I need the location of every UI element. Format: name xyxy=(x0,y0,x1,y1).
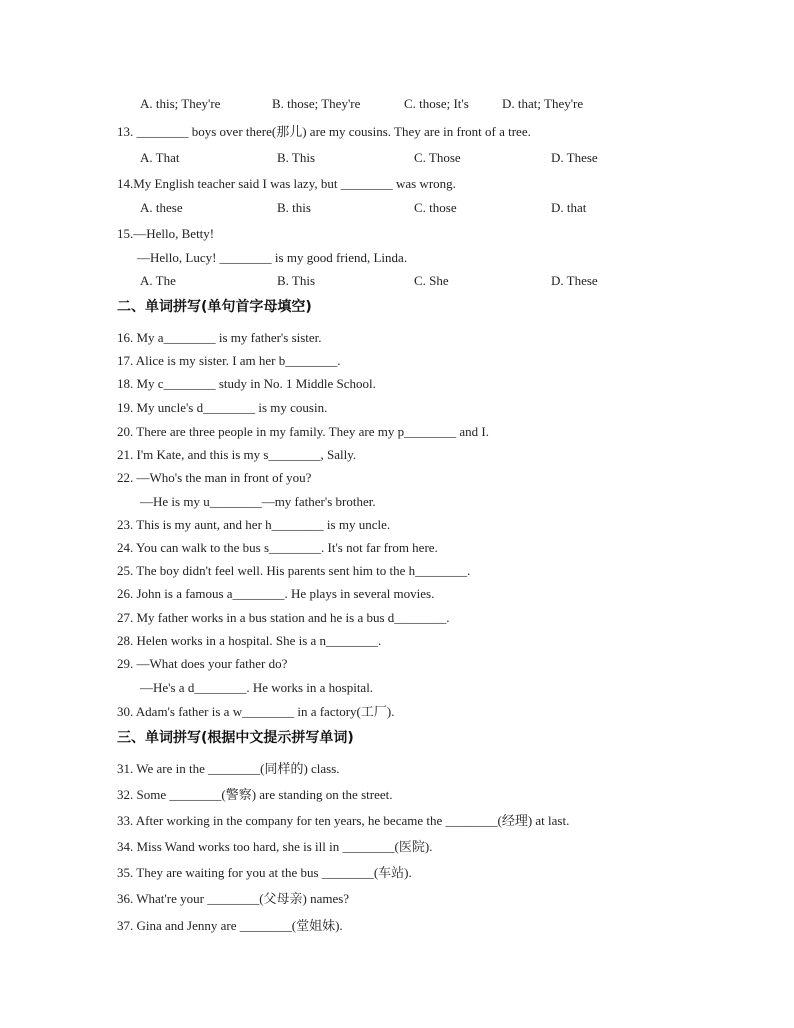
q32: 32. Some ________(警察) are standing on the street. xyxy=(117,787,393,802)
q29-answer-line: —He's a d________. He works in a hospital. xyxy=(140,680,374,695)
q29: 29. —What does your father do? xyxy=(117,656,288,671)
q19: 19. My uncle's d________ is my cousin. xyxy=(117,400,328,415)
q31: 31. We are in the ________(同样的) class. xyxy=(117,761,340,776)
q24: 24. You can walk to the bus s________. It's not far from here. xyxy=(117,540,438,555)
q15-stem-line2: —Hello, Lucy! ________ is my good friend, Linda. xyxy=(137,250,408,265)
q15-option-c: C. She xyxy=(414,273,449,288)
q13-stem: 13. ________ boys over there(那儿) are my cousins. They are in front of a tree. xyxy=(117,124,531,139)
q15-option-d: D. These xyxy=(551,273,598,288)
q35: 35. They are waiting for you at the bus ________(车站). xyxy=(117,865,412,880)
q13-option-d: D. These xyxy=(551,150,598,165)
q13-option-c: C. Those xyxy=(414,150,461,165)
q17: 17. Alice is my sister. I am her b________. xyxy=(117,353,341,368)
q33: 33. After working in the company for ten years, he became the ________(经理) at last. xyxy=(117,813,570,828)
q26: 26. John is a famous a________. He plays in several movies. xyxy=(117,586,435,601)
q14-option-d: D. that xyxy=(551,200,587,215)
q22-answer-line: —He is my u________—my father's brother. xyxy=(140,494,376,509)
q15-option-b: B. This xyxy=(277,273,316,288)
q12-option-b: B. those; They're xyxy=(272,96,361,111)
q28: 28. Helen works in a hospital. She is a n________. xyxy=(117,633,382,648)
section3-title: 三、单词拼写(根据中文提示拼写单词) xyxy=(117,730,354,746)
q16: 16. My a________ is my father's sister. xyxy=(117,330,322,345)
q20: 20. There are three people in my family. They are my p________ and I. xyxy=(117,424,489,439)
q14-option-a: A. these xyxy=(140,200,183,215)
q21: 21. I'm Kate, and this is my s________, Sally. xyxy=(117,447,357,462)
q12-option-a: A. this; They're xyxy=(140,96,221,111)
q12-option-c: C. those; It's xyxy=(404,96,469,111)
q25: 25. The boy didn't feel well. His parents sent him to the h________. xyxy=(117,563,471,578)
q14-option-c: C. those xyxy=(414,200,457,215)
q13-option-a: A. That xyxy=(140,150,180,165)
q12-option-d: D. that; They're xyxy=(502,96,584,111)
q30: 30. Adam's father is a w________ in a factory(工厂). xyxy=(117,704,395,719)
q18: 18. My c________ study in No. 1 Middle School. xyxy=(117,376,376,391)
q13-option-b: B. This xyxy=(277,150,316,165)
q37: 37. Gina and Jenny are ________(堂姐妹). xyxy=(117,918,343,933)
q23: 23. This is my aunt, and her h________ is my uncle. xyxy=(117,517,391,532)
q22: 22. —Who's the man in front of you? xyxy=(117,470,312,485)
section2-title: 二、单词拼写(单句首字母填空) xyxy=(117,299,312,315)
q15-stem: 15.—Hello, Betty! xyxy=(117,226,215,241)
q15-option-a: A. The xyxy=(140,273,176,288)
q34: 34. Miss Wand works too hard, she is ill in ________(医院). xyxy=(117,839,433,854)
q14-option-b: B. this xyxy=(277,200,311,215)
q14-stem: 14.My English teacher said I was lazy, but ________ was wrong. xyxy=(117,176,456,191)
q27: 27. My father works in a bus station and he is a bus d________. xyxy=(117,610,450,625)
q36: 36. What're your ________(父母亲) names? xyxy=(117,891,350,906)
